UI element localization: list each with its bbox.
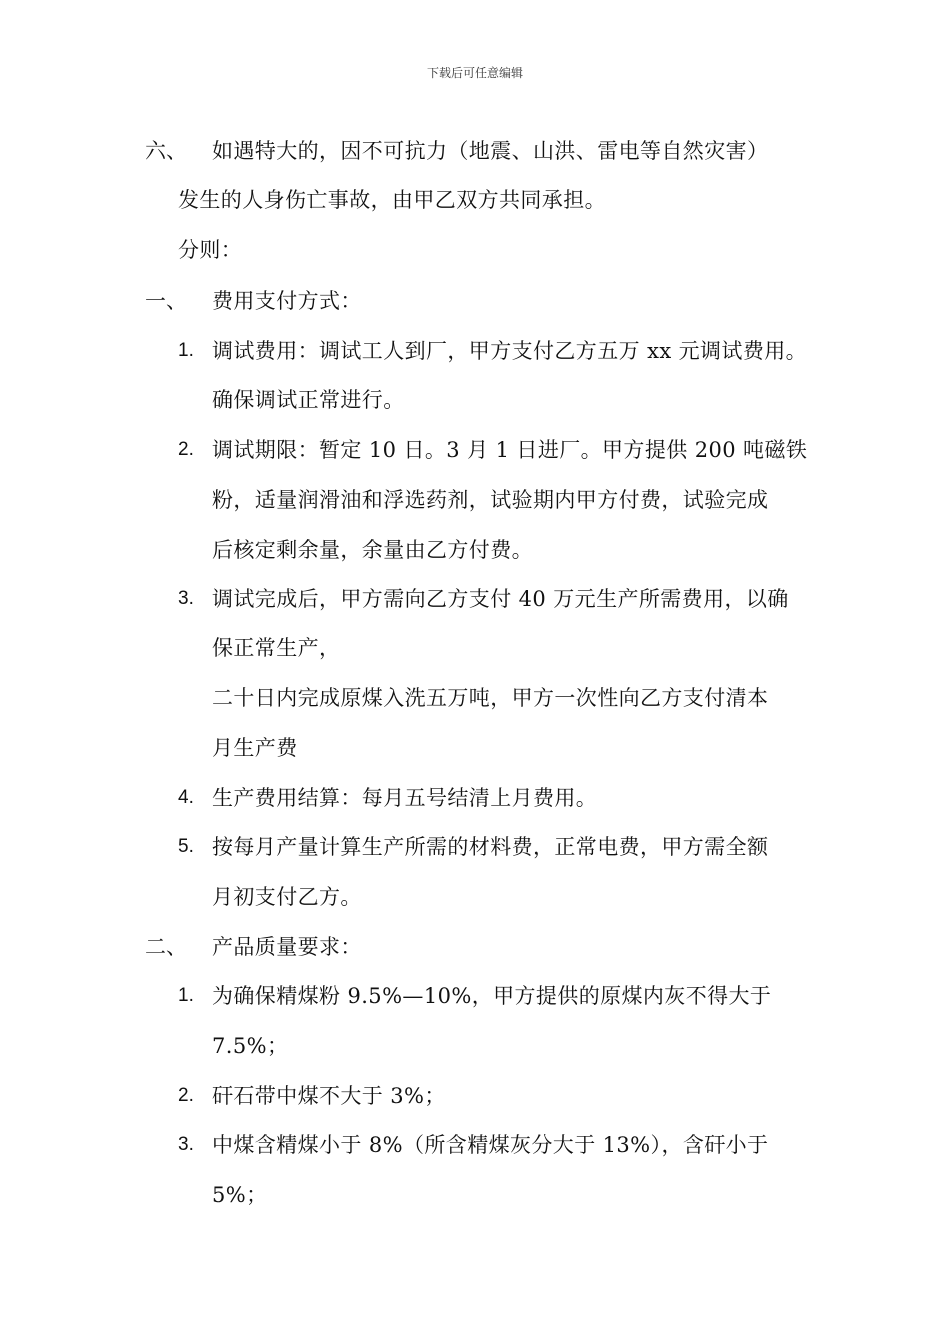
clause-six-marker: 六、 (145, 139, 187, 163)
s1-item2-number: 2. (178, 439, 194, 460)
s2-item2-number: 2. (178, 1085, 194, 1106)
s1-item3-line-2: 保正常生产， (212, 636, 341, 660)
s1-item5-line-1: 按每月产量计算生产所需的材料费，正常电费，甲方需全额 (212, 835, 769, 859)
s1-item2-line-2: 粉，适量润滑油和浮选药剂，试验期内甲方付费，试验完成 (212, 488, 769, 512)
section-one-marker: 一、 (145, 289, 187, 313)
clause-six-line-1: 如遇特大的，因不可抗力（地震、山洪、雷电等自然灾害） (212, 139, 769, 163)
clause-six-line-2: 发生的人身伤亡事故，由甲乙双方共同承担。 (178, 188, 606, 212)
s1-item1-line-1: 调试费用：调试工人到厂，甲方支付乙方五万 xx 元调试费用。 (212, 339, 808, 363)
section-two-marker: 二、 (145, 935, 187, 959)
page-header: 下载后可任意编辑 (426, 66, 523, 80)
s2-item1-line-1: 为确保精煤粉 9.5%—10%，甲方提供的原煤内灰不得大于 (212, 984, 772, 1008)
s2-item3-line-1: 中煤含精煤小于 8%（所含精煤灰分大于 13%），含矸小于 (212, 1133, 769, 1157)
s1-item4-line-1: 生产费用结算：每月五号结清上月费用。 (212, 786, 598, 810)
s2-item3-line-2: 5%； (212, 1183, 268, 1207)
s1-item3-number: 3. (178, 588, 194, 609)
s2-item1-line-2: 7.5%； (212, 1034, 289, 1058)
s1-item1-number: 1. (178, 340, 194, 361)
section-two-title: 产品质量要求： (212, 935, 362, 959)
s1-item3-line-3: 二十日内完成原煤入洗五万吨，甲方一次性向乙方支付清本 (212, 686, 769, 710)
s1-item2-line-1: 调试期限：暂定 10 日。3 月 1 日进厂。甲方提供 200 吨磁铁 (212, 438, 808, 462)
section-one-title: 费用支付方式： (212, 289, 362, 313)
sub-rules-heading: 分则： (178, 238, 243, 262)
s1-item1-line-2: 确保调试正常进行。 (212, 388, 405, 412)
s2-item2-line-1: 矸石带中煤不大于 3%； (212, 1084, 446, 1108)
s1-item5-number: 5. (178, 836, 194, 857)
s1-item2-line-3: 后核定剩余量，余量由乙方付费。 (212, 538, 533, 562)
s1-item3-line-1: 调试完成后，甲方需向乙方支付 40 万元生产所需费用，以确 (212, 587, 789, 611)
s2-item1-number: 1. (178, 985, 194, 1006)
s1-item4-number: 4. (178, 787, 194, 808)
s2-item3-number: 3. (178, 1134, 194, 1155)
s1-item5-line-2: 月初支付乙方。 (212, 885, 362, 909)
s1-item3-line-4: 月生产费 (212, 736, 298, 760)
